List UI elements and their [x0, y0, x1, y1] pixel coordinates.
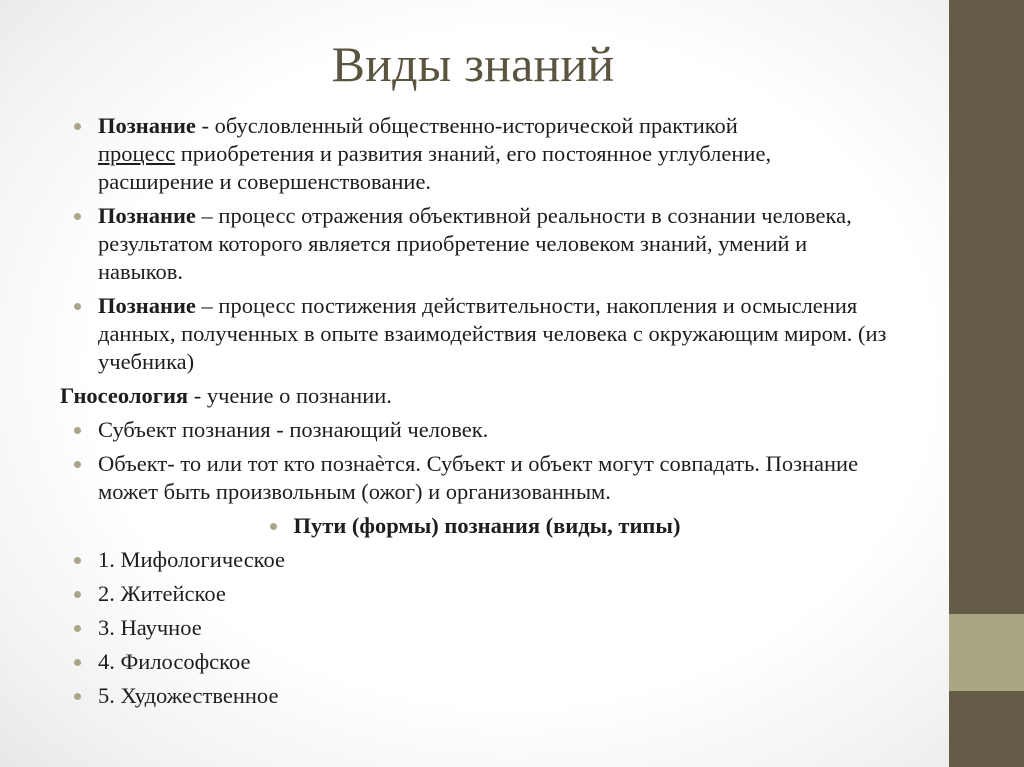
decorative-side-band: [949, 614, 1024, 691]
slide-content: [60, 112, 890, 716]
way-item: 1. Мифологическое: [60, 546, 890, 574]
bullet-icon: [74, 213, 81, 220]
definition-item: [60, 292, 890, 376]
definition-text: Познание – процесс постижения действительности, накопления и осмысления данных, полученных в опыте взаимодействия человека с окружающим миром. (из учебника): [98, 293, 887, 374]
way-item: 3. Научное: [60, 614, 890, 642]
gnoseology-term: Гносеология: [60, 383, 189, 408]
bullet-icon: [270, 523, 277, 530]
decorative-side-bar: [949, 0, 1024, 767]
bullet-icon: [74, 427, 81, 434]
definition-item: [60, 202, 890, 286]
way-item: 2. Житейское: [60, 580, 890, 608]
bullet-icon: [74, 123, 81, 130]
definition-text: Познание – процесс отражения объективной реальности в сознании человека, результатом которого является приобретение человеком знаний, умений и навыков.: [98, 203, 852, 284]
subject-item: Субъект познания - познающий человек.: [60, 416, 890, 444]
bullet-icon: [74, 557, 81, 564]
bullet-icon: [74, 625, 81, 632]
definition-text: Познание - обусловленный общественно-исторической практикой процесс приобретения и развития знаний, его постоянное углубление, расширение и совершенствование.: [98, 113, 772, 194]
way-item: 5. Художественное: [60, 682, 890, 710]
bullet-icon: [74, 303, 81, 310]
bullet-icon: [74, 659, 81, 666]
definition-term: Познание: [98, 113, 196, 138]
definition-term: Познание: [98, 203, 196, 228]
bullet-icon: [74, 591, 81, 598]
gnoseology-line: Гносеология - учение о познании.: [60, 383, 392, 408]
way-item: 4. Философское: [60, 648, 890, 676]
ways-heading: Пути (формы) познания (виды, типы): [60, 512, 890, 540]
definition-term: Познание: [98, 293, 196, 318]
definition-item: [60, 112, 890, 196]
bullet-icon: [74, 461, 81, 468]
object-item: Объект- то или тот кто познаѐтся. Субъект и объект могут совпадать. Познание может быть произвольным (ожог) и организованным.: [60, 450, 890, 506]
underlined-word: процесс: [98, 141, 176, 166]
slide-title: Виды знаний: [331, 36, 615, 92]
bullet-icon: [74, 693, 81, 700]
